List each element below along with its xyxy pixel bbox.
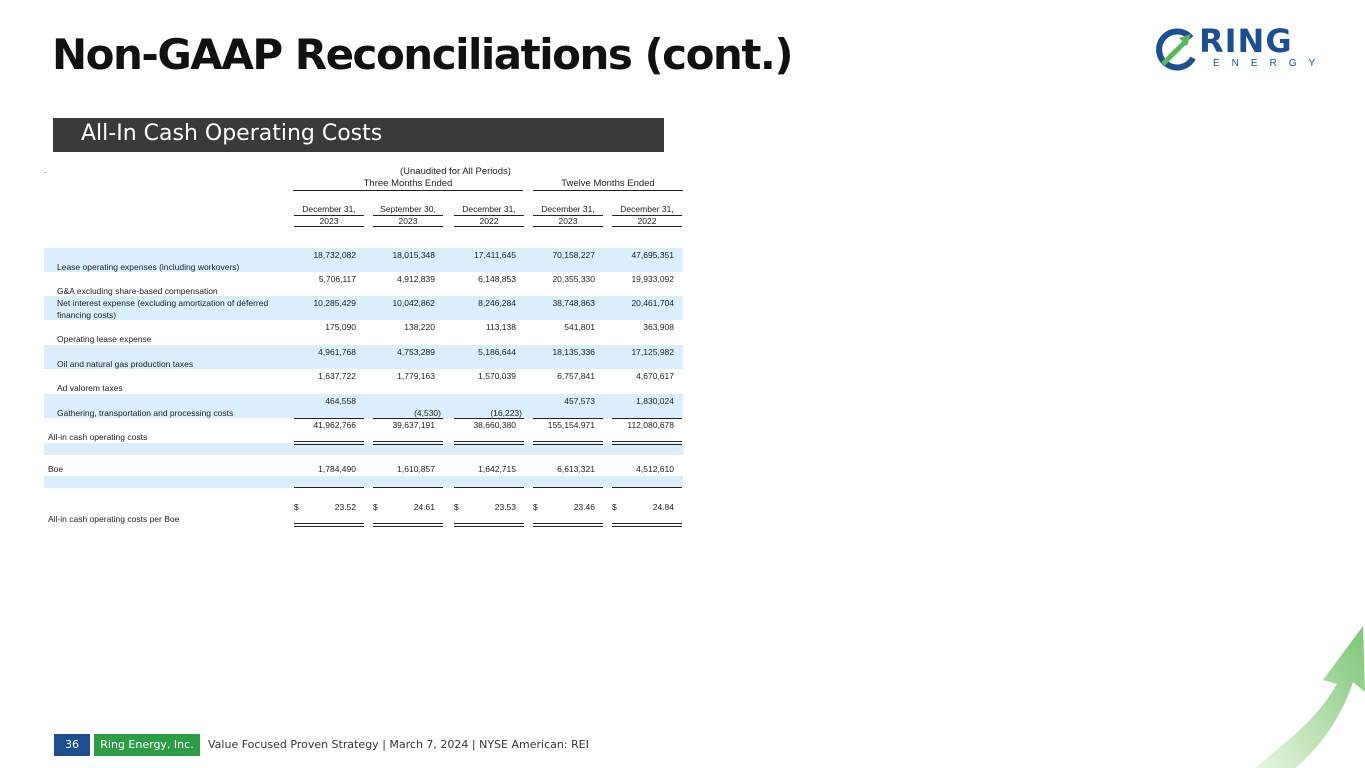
row-label: Net interest expense (excluding amortization of deferred [57, 298, 269, 308]
boe-value: 6,613,321 [557, 464, 595, 474]
row-value: 175,090 [325, 322, 356, 332]
row-value: 19,933,092 [631, 274, 674, 284]
boe-underline [294, 487, 364, 488]
per-boe-value: 23.53 [494, 502, 516, 512]
row-label: G&A excluding share-based compensation [57, 286, 218, 296]
row-value: 47,695,351 [631, 250, 674, 260]
boe-value: 1,642,715 [478, 464, 516, 474]
row-value: 4,961,768 [318, 347, 356, 357]
ring-energy-logo [1155, 22, 1328, 76]
row-value: 17,411,645 [474, 250, 516, 260]
subtotal-underline [373, 418, 443, 419]
row-value: 70,158,227 [552, 250, 595, 260]
table-marker: . [44, 166, 47, 175]
per-boe-double-underline [454, 523, 524, 527]
row-value: (16,223) [490, 408, 522, 418]
per-boe-double-underline [533, 523, 603, 527]
row-value: 18,135,336 [552, 347, 595, 357]
currency-symbol: $ [454, 502, 459, 512]
row-value: 541,801 [564, 322, 595, 332]
row-value: 4,912,839 [397, 274, 435, 284]
total-value: 38,660,380 [473, 420, 516, 430]
per-boe-value: 24.61 [413, 502, 435, 512]
page-title: Non-GAAP Reconciliations (cont.) [52, 30, 793, 79]
total-double-underline [612, 441, 682, 445]
per-boe-value: 24.84 [652, 502, 674, 512]
row-value: 20,355,330 [552, 274, 595, 284]
column-header-date: September 30, [380, 204, 436, 214]
boe-underline [454, 487, 524, 488]
row-value: 1,570,039 [478, 371, 516, 381]
row-label: Ad valorem taxes [57, 383, 123, 393]
column-header-underline [454, 226, 524, 227]
row-value: 4,753,289 [397, 347, 435, 357]
table-note: (Unaudited for All Periods) [400, 166, 511, 177]
row-value: 10,042,862 [392, 298, 435, 308]
column-header-date: December 31, [541, 204, 595, 214]
row-value: 6,757,841 [557, 371, 595, 381]
page-number: 36 [54, 734, 90, 756]
boe-value: 4,512,610 [636, 464, 674, 474]
per-boe-double-underline [612, 523, 682, 527]
row-value: 363,908 [643, 322, 674, 332]
row-label: Gathering, transportation and processing costs [57, 408, 234, 418]
column-header-year: 2023 [373, 215, 443, 227]
total-double-underline [533, 441, 603, 445]
row-value: 20,461,704 [631, 298, 674, 308]
boe-underline [373, 487, 443, 488]
column-header-underline [373, 226, 443, 227]
row-value: 4,670,617 [636, 371, 674, 381]
column-header-date: December 31, [302, 204, 356, 214]
column-header [612, 204, 682, 227]
row-value: 1,637,722 [318, 371, 356, 381]
column-header-year: 2023 [533, 215, 603, 227]
column-header-underline [612, 226, 682, 227]
total-value: 39,637,191 [392, 420, 435, 430]
row-value: 464,558 [325, 396, 356, 406]
column-header-underline [294, 226, 364, 227]
row-label: Operating lease expense [57, 334, 152, 344]
total-value: 155,154,971 [547, 420, 595, 430]
column-header-year: 2022 [454, 215, 524, 227]
total-double-underline [373, 441, 443, 445]
boe-value: 1,610,857 [397, 464, 435, 474]
row-value: 38,748,863 [552, 298, 595, 308]
logo-ring-icon [1155, 28, 1201, 74]
per-boe-label: All-in cash operating costs per Boe [48, 514, 180, 524]
subtotal-underline [612, 418, 682, 419]
per-boe-value: 23.52 [334, 502, 356, 512]
currency-symbol: $ [373, 502, 378, 512]
row-label: Lease operating expenses (including workovers) [57, 262, 240, 272]
row-label: financing costs) [57, 310, 117, 320]
row-value: 1,779,163 [397, 371, 435, 381]
group-header-three-months: Three Months Ended [293, 178, 523, 191]
per-boe-value: 23.46 [573, 502, 595, 512]
column-header [454, 204, 524, 227]
row-value: 18,015,348 [392, 250, 435, 260]
column-header-year: 2022 [612, 215, 682, 227]
total-double-underline [454, 441, 524, 445]
section-header [53, 118, 664, 152]
row-value: 6,148,853 [478, 274, 516, 284]
boe-underline [612, 487, 682, 488]
column-header [533, 204, 603, 227]
column-header-underline [533, 226, 603, 227]
row-value: 457,573 [564, 396, 595, 406]
row-value: 17,125,982 [631, 347, 674, 357]
total-label: All-in cash operating costs [48, 432, 148, 442]
boe-label: Boe [48, 464, 64, 474]
row-value: 1,830,024 [636, 396, 674, 406]
subtotal-underline [533, 418, 603, 419]
total-double-underline [294, 441, 364, 445]
column-header-date: December 31, [462, 204, 516, 214]
boe-underline [533, 487, 603, 488]
currency-symbol: $ [533, 502, 538, 512]
row-label: Oil and natural gas production taxes [57, 359, 194, 369]
section-title: All-In Cash Operating Costs [81, 121, 383, 146]
currency-symbol: $ [294, 502, 299, 512]
total-value: 41,962,766 [313, 420, 356, 430]
row-value: 10,285,429 [313, 298, 356, 308]
row-value: 8,246,284 [478, 298, 516, 308]
currency-symbol: $ [612, 502, 617, 512]
per-boe-double-underline [294, 523, 364, 527]
company-badge: Ring Energy, Inc. [94, 734, 200, 756]
per-boe-double-underline [373, 523, 443, 527]
column-header-year: 2023 [294, 215, 364, 227]
row-value: 5,186,644 [478, 347, 516, 357]
column-header-date: December 31, [620, 204, 674, 214]
boe-value: 1,784,490 [318, 464, 356, 474]
row-value: 18,732,082 [313, 250, 356, 260]
column-header [373, 204, 443, 227]
row-value: 113,138 [485, 322, 516, 332]
row-value: (4,530) [414, 408, 441, 418]
row-value: 5,706,117 [318, 274, 356, 284]
footer-tagline: Value Focused Proven Strategy | March 7, 2024 | NYSE American: REI [208, 738, 589, 751]
subtotal-underline [454, 418, 524, 419]
total-value: 112,080,678 [627, 420, 674, 430]
group-header-twelve-months: Twelve Months Ended [533, 178, 683, 191]
column-header [294, 204, 364, 227]
logo-sub: ENERGY [1213, 58, 1328, 69]
subtotal-underline [294, 418, 364, 419]
logo-name: RING [1199, 22, 1293, 60]
row-value: 138,220 [404, 322, 435, 332]
decorative-arrow-icon [1245, 622, 1365, 768]
